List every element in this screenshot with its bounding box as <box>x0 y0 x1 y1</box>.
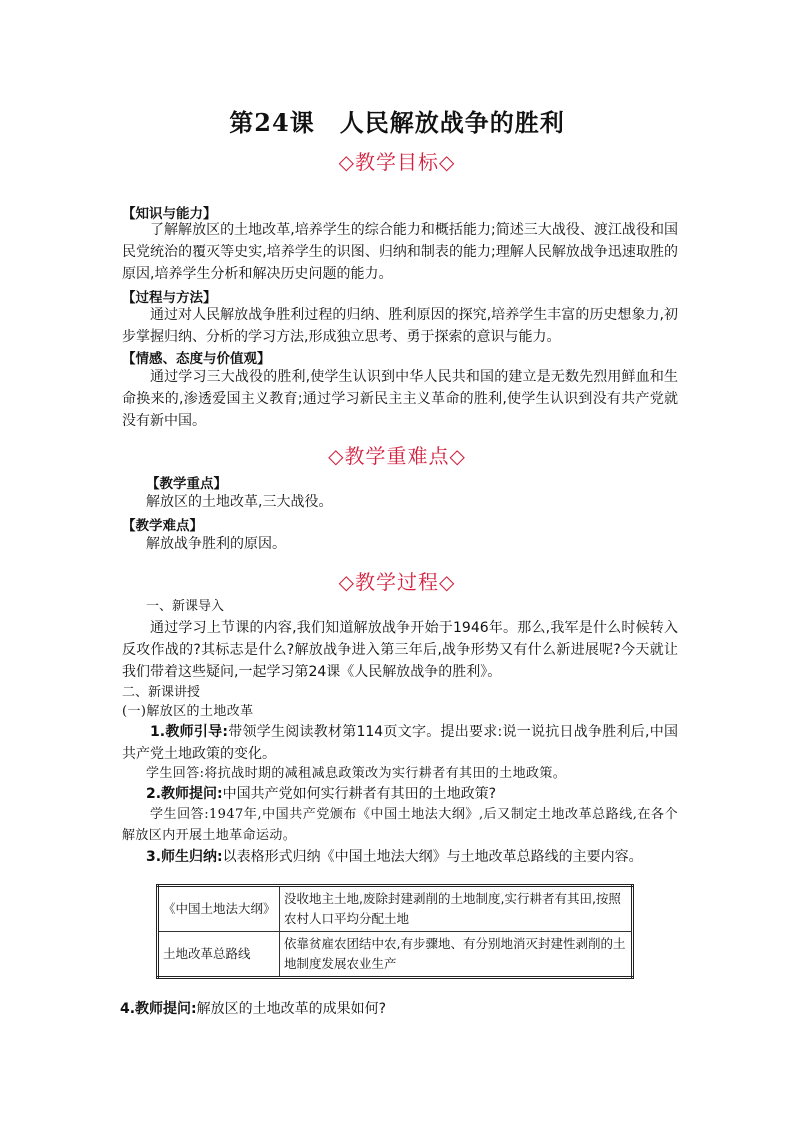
focus-text: 解放区的土地改革,三大战役。 <box>146 494 333 510</box>
step4 <box>120 998 386 1020</box>
step4-label: 4.教师提问: <box>120 1001 197 1017</box>
section-heading-key-points: ◇教学重难点◇ <box>328 444 466 468</box>
process-method-text: 通过对人民解放战争胜利过程的归纳、胜利原因的探究,培养学生丰富的历史想象力,初步掌握归纳、分析的学习方法,形成独立思考、勇于探索的意识与能力。 <box>122 307 678 345</box>
difficulty-text: 解放战争胜利的原因。 <box>146 536 286 552</box>
process-method-label: 【过程与方法】 <box>122 290 217 306</box>
intro-text: 通过学习上节课的内容,我们知道解放战争开始于1946年。那么,我军是什么时候转入反攻作战的?其标志是什么?解放战争进入第三年后,战争形势又有什么新进展呢?今天就让我们带着这些疑问,一起学习第24课《人民解放战争的胜利》。 <box>122 620 678 680</box>
intro-heading: 一、新课导入 <box>146 599 225 614</box>
step2-text: 中国共产党如何实行耕者有其田的土地政策? <box>222 786 497 802</box>
table-row <box>158 886 633 932</box>
student-answer-1: 学生回答:将抗战时期的减租减息政策改为实行耕者有其田的土地政策。 <box>146 766 567 781</box>
lesson-title: 第24课 人民解放战争的胜利 <box>229 108 565 137</box>
focus-label: 【教学重点】 <box>146 476 227 492</box>
student-answer-2: 学生回答:1947年,中国共产党颁布《中国土地法大纲》,后又制定土地改革总路线,在各个解放区内开展土地革命运动。 <box>122 807 678 843</box>
step1-text: 带领学生阅读教材第114页文字。提出要求:说一说抗日战争胜利后,中国共产党土地政策的变化。 <box>122 724 678 762</box>
table-cell-value: 依靠贫雇农团结中农,有步骤地、有分别地消灭封建性剥削的土地制度发展农业生产 <box>280 932 633 978</box>
emotion-label: 【情感、态度与价值观】 <box>122 351 271 367</box>
knowledge-label: 【知识与能力】 <box>122 206 217 222</box>
subsection-heading: (一)解放区的土地改革 <box>122 704 254 719</box>
table-cell-key: 土地改革总路线 <box>158 932 280 978</box>
step1 <box>122 721 678 765</box>
step3-text: 以表格形式归纳《中国土地法大纲》与土地改革总路线的主要内容。 <box>222 849 643 865</box>
table-cell-value: 没收地主土地,废除封建剥削的土地制度,实行耕者有其田,按照农村人口平均分配土地 <box>280 886 633 932</box>
emotion-text: 通过学习三大战役的胜利,使学生认识到中华人民共和国的建立是无数先烈用鲜血和生命换来的,渗透爱国主义教育;通过学习新民主主义革命的胜利,使学生认识到没有共产党就没有新中国。 <box>122 369 678 429</box>
lecture-heading: 二、新课讲授 <box>122 685 201 700</box>
section-heading-goals: ◇教学目标◇ <box>338 150 456 174</box>
step3-label: 3.师生归纳: <box>146 849 223 865</box>
land-reform-table <box>156 884 634 979</box>
table-row <box>158 932 633 978</box>
knowledge-text: 了解解放区的土地改革,培养学生的综合能力和概括能力;简述三大战役、渡江战役和国民党统治的覆灭等史实,培养学生的识图、归纳和制表的能力;理解人民解放战争迅速取胜的原因,培养学生分析和解决历史问题的能力。 <box>122 222 678 282</box>
section-heading-process: ◇教学过程◇ <box>338 570 456 594</box>
difficulty-label: 【教学难点】 <box>122 518 203 534</box>
step1-label: 1.教师引导: <box>150 724 228 740</box>
table-cell-key: 《中国土地法大纲》 <box>158 886 280 932</box>
step2-label: 2.教师提问: <box>146 786 223 802</box>
step3 <box>146 846 643 868</box>
step2 <box>146 783 496 805</box>
step4-text: 解放区的土地改革的成果如何? <box>196 1001 387 1017</box>
